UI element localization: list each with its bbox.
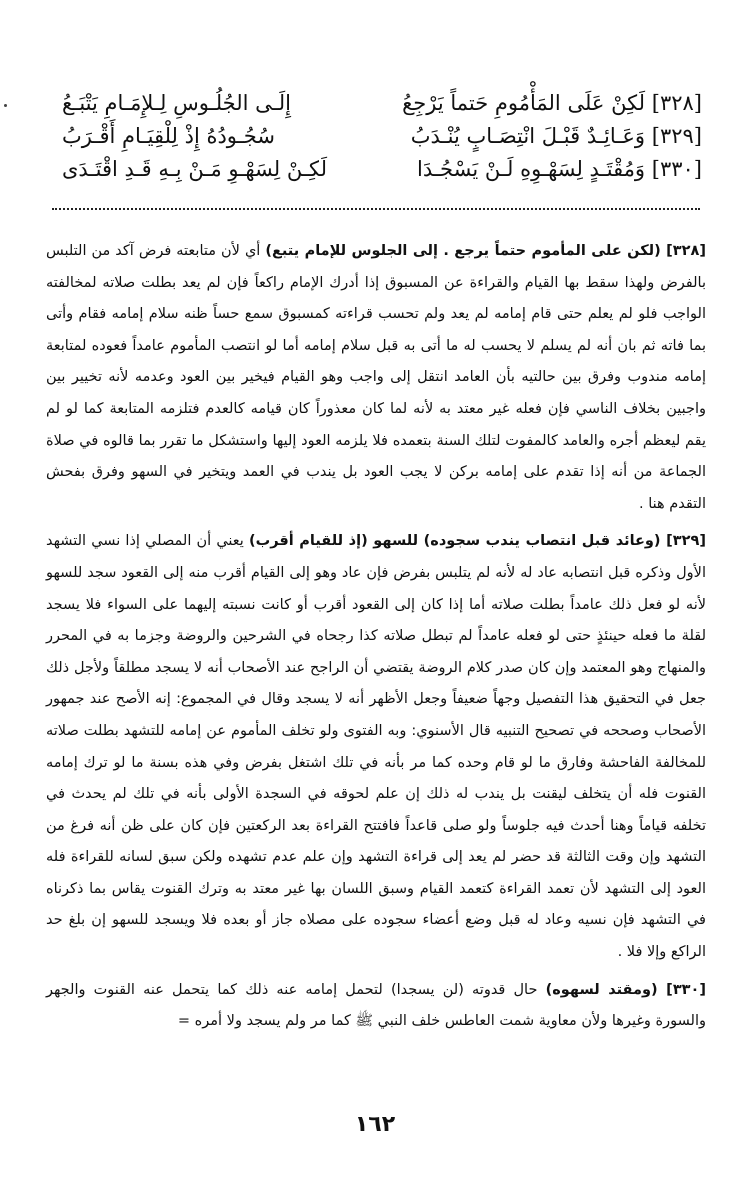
commentary-paragraph xyxy=(46,236,706,520)
verse-line xyxy=(62,152,702,185)
commentary-paragraph xyxy=(46,526,706,968)
paragraph-text: أي لأن متابعته فرض آكد من التلبس بالفرض ولهذا سقط بها القيام والقراءة عن المسبوق إذا أدرك الإمام راكعاً فإن لم يعد بطلت صلاته لمخالفته الواجب فلو لم يعلم حتى قام إمامه لم يعد ولم تحسب قراءته كمسبوق سمع حساً ظنه سلام إمامه فقام وأتى بما فاته ثم بان أنه لم يسلم لا يحسب له ما أتى به قبل سلام إمامه أما لو انتصب المأموم عامداً فعوده لمتابعة إمامه مندوب وفرق بين حالتيه بأن العامد انتقل إلى واجب وهو القيام فيخير بين العود وعدمه لأنه تخيير بين واجبين بخلاف الناسي فإن فعله غير معتد به لأنه لما كان معذوراً كان قيامه كالعدم فتلزمه المتابعة كما لو لم يقم ليعظم أجره والعامد كالمفوت لتلك السنة بتعمده فلا يلزمه العود إليها واستشكل ما تقرر بما قالوه في صلاة الجماعة من أنه إذا تقدم على إمامه بركن لا يجب العود بل يندب في العمد ويتخير في السهو وفرق بفحش التقدم هنا . xyxy=(46,243,706,512)
verse-second-hemistich: إِلَـى الجُلُـوسِ لِـلإِمَـامِ يَتْبَـعُ xyxy=(62,90,292,115)
paragraph-lead: [٣٢٩] (وعائد قبل انتصاب يندب سجوده) للسهو (إذ للقيام أقرب) xyxy=(249,533,706,550)
commentary-body xyxy=(46,236,706,1038)
dotted-divider xyxy=(52,208,700,210)
verse-second-hemistich: لَكِـنْ لِسَهْـوِ مَـنْ بِـهِ قَـدِ اقْتَـدَى xyxy=(62,156,328,181)
paragraph-text: حال قدوته (لن يسجدا) لتحمل إمامه عنه ذلك كما يتحمل عنه القنوت والجهر والسورة وغيرها ولأن معاوية شمت العاطس خلف النبي ﷺ كما مر ولم يسجد ولا أمره = xyxy=(46,981,706,1030)
page-number: ١٦٢ xyxy=(354,1112,396,1137)
verse-first-hemistich: [٣٢٨] لَكِنْ عَلَى المَأْمُومِ حَتماً يَرْجِعُ xyxy=(402,90,702,115)
paragraph-lead: [٣٣٠] (ومقتد لسهوه) xyxy=(545,981,707,998)
verse-first-hemistich: [٣٣٠] وَمُقْتَـدٍ لِسَهْـوِهِ لَـنْ يَسْجُـدَا xyxy=(417,156,702,181)
commentary-paragraph xyxy=(46,975,706,1038)
verse-line xyxy=(62,86,702,119)
verse-first-hemistich: [٣٢٩] وَعَـائِـدٌ قَبْـلَ انْتِصَـابٍ يُنْـدَبُ xyxy=(410,123,702,148)
verse-block xyxy=(62,86,702,185)
edge-mark xyxy=(4,104,7,107)
verse-second-hemistich: سُجُـودُهُ إِذْ لِلْقِيَـامِ أَقْـرَبُ xyxy=(62,123,275,148)
verse-line xyxy=(62,119,702,152)
paragraph-lead: [٣٢٨] (لكن على المأموم حتماً يرجع . إلى الجلوس للإمام يتبع) xyxy=(265,243,706,259)
paragraph-text: يعني أن المصلي إذا نسي التشهد الأول وذكره قبل انتصابه عاد له لأنه لم يتلبس بفرض فإن عاد وهو إلى القيام أقرب منه إلى القعود سجد للسهو لأنه لو فعل ذلك عامداً بطلت صلاته أما إذا كان إلى القعود أقرب أو كانت نسبته إليهما على السواء فلا يسجد لقلة ما فعله حينئذٍ حتى لو فعله عامداً لم تبطل صلاته كذا رجحاه في الشرحين والروضة وجزما به في المحرر والمنهاج وهو المعتمد وإن كان صدر كلام الروضة يقتضي أن الراجح عند الأصحاب أنه لا يسجد مطلقاً ولأجل ذلك جعل في التحقيق هذا التفصيل وجهاً ضعيفاً وجعل الأظهر أنه لا يسجد وقال في المجموع: إنه الأصح عند جمهور الأصحاب وصححه في تصحيح التنبيه قال الأسنوي: وبه الفتوى ولو تخلف المأموم عن إمامه للتشهد بطلت صلاته للمخالفة الفاحشة وفارق ما لو قام وحده كما مر بأنه في تلك اشتغل بفرض وفي هذه بسنة ما لو ترك إمامه القنوت فله أن يتخلف ليقنت بل يندب له ذلك إن علم لحوقه في السجدة الأولى بأنه في تلك لم يحدث في تخلفه قياماً وهنا أحدث فيه جلوساً ولو صلى قاعداً فافتتح القراءة بعد الركعتين فإن كان على ظن أنه فرغ من التشهد وإن وقت الثالثة قد حضر لم يعد إلى قراءة التشهد وإن علم عدم تشهده ولكن سبق لسانه للقراءة فله العود إلى التشهد لأن تعمد القراءة كتعمد القيام وسبق اللسان بها غير معتد به وترك القنوت يقاس بما ذكرناه في التشهد فإن نسيه وعاد له قبل وضع أعضاء سجوده على مصلاه جاز أو بعده فلا ويسجد للسهو إن بلغ حد الراكع وإلا فلا . xyxy=(46,533,706,961)
